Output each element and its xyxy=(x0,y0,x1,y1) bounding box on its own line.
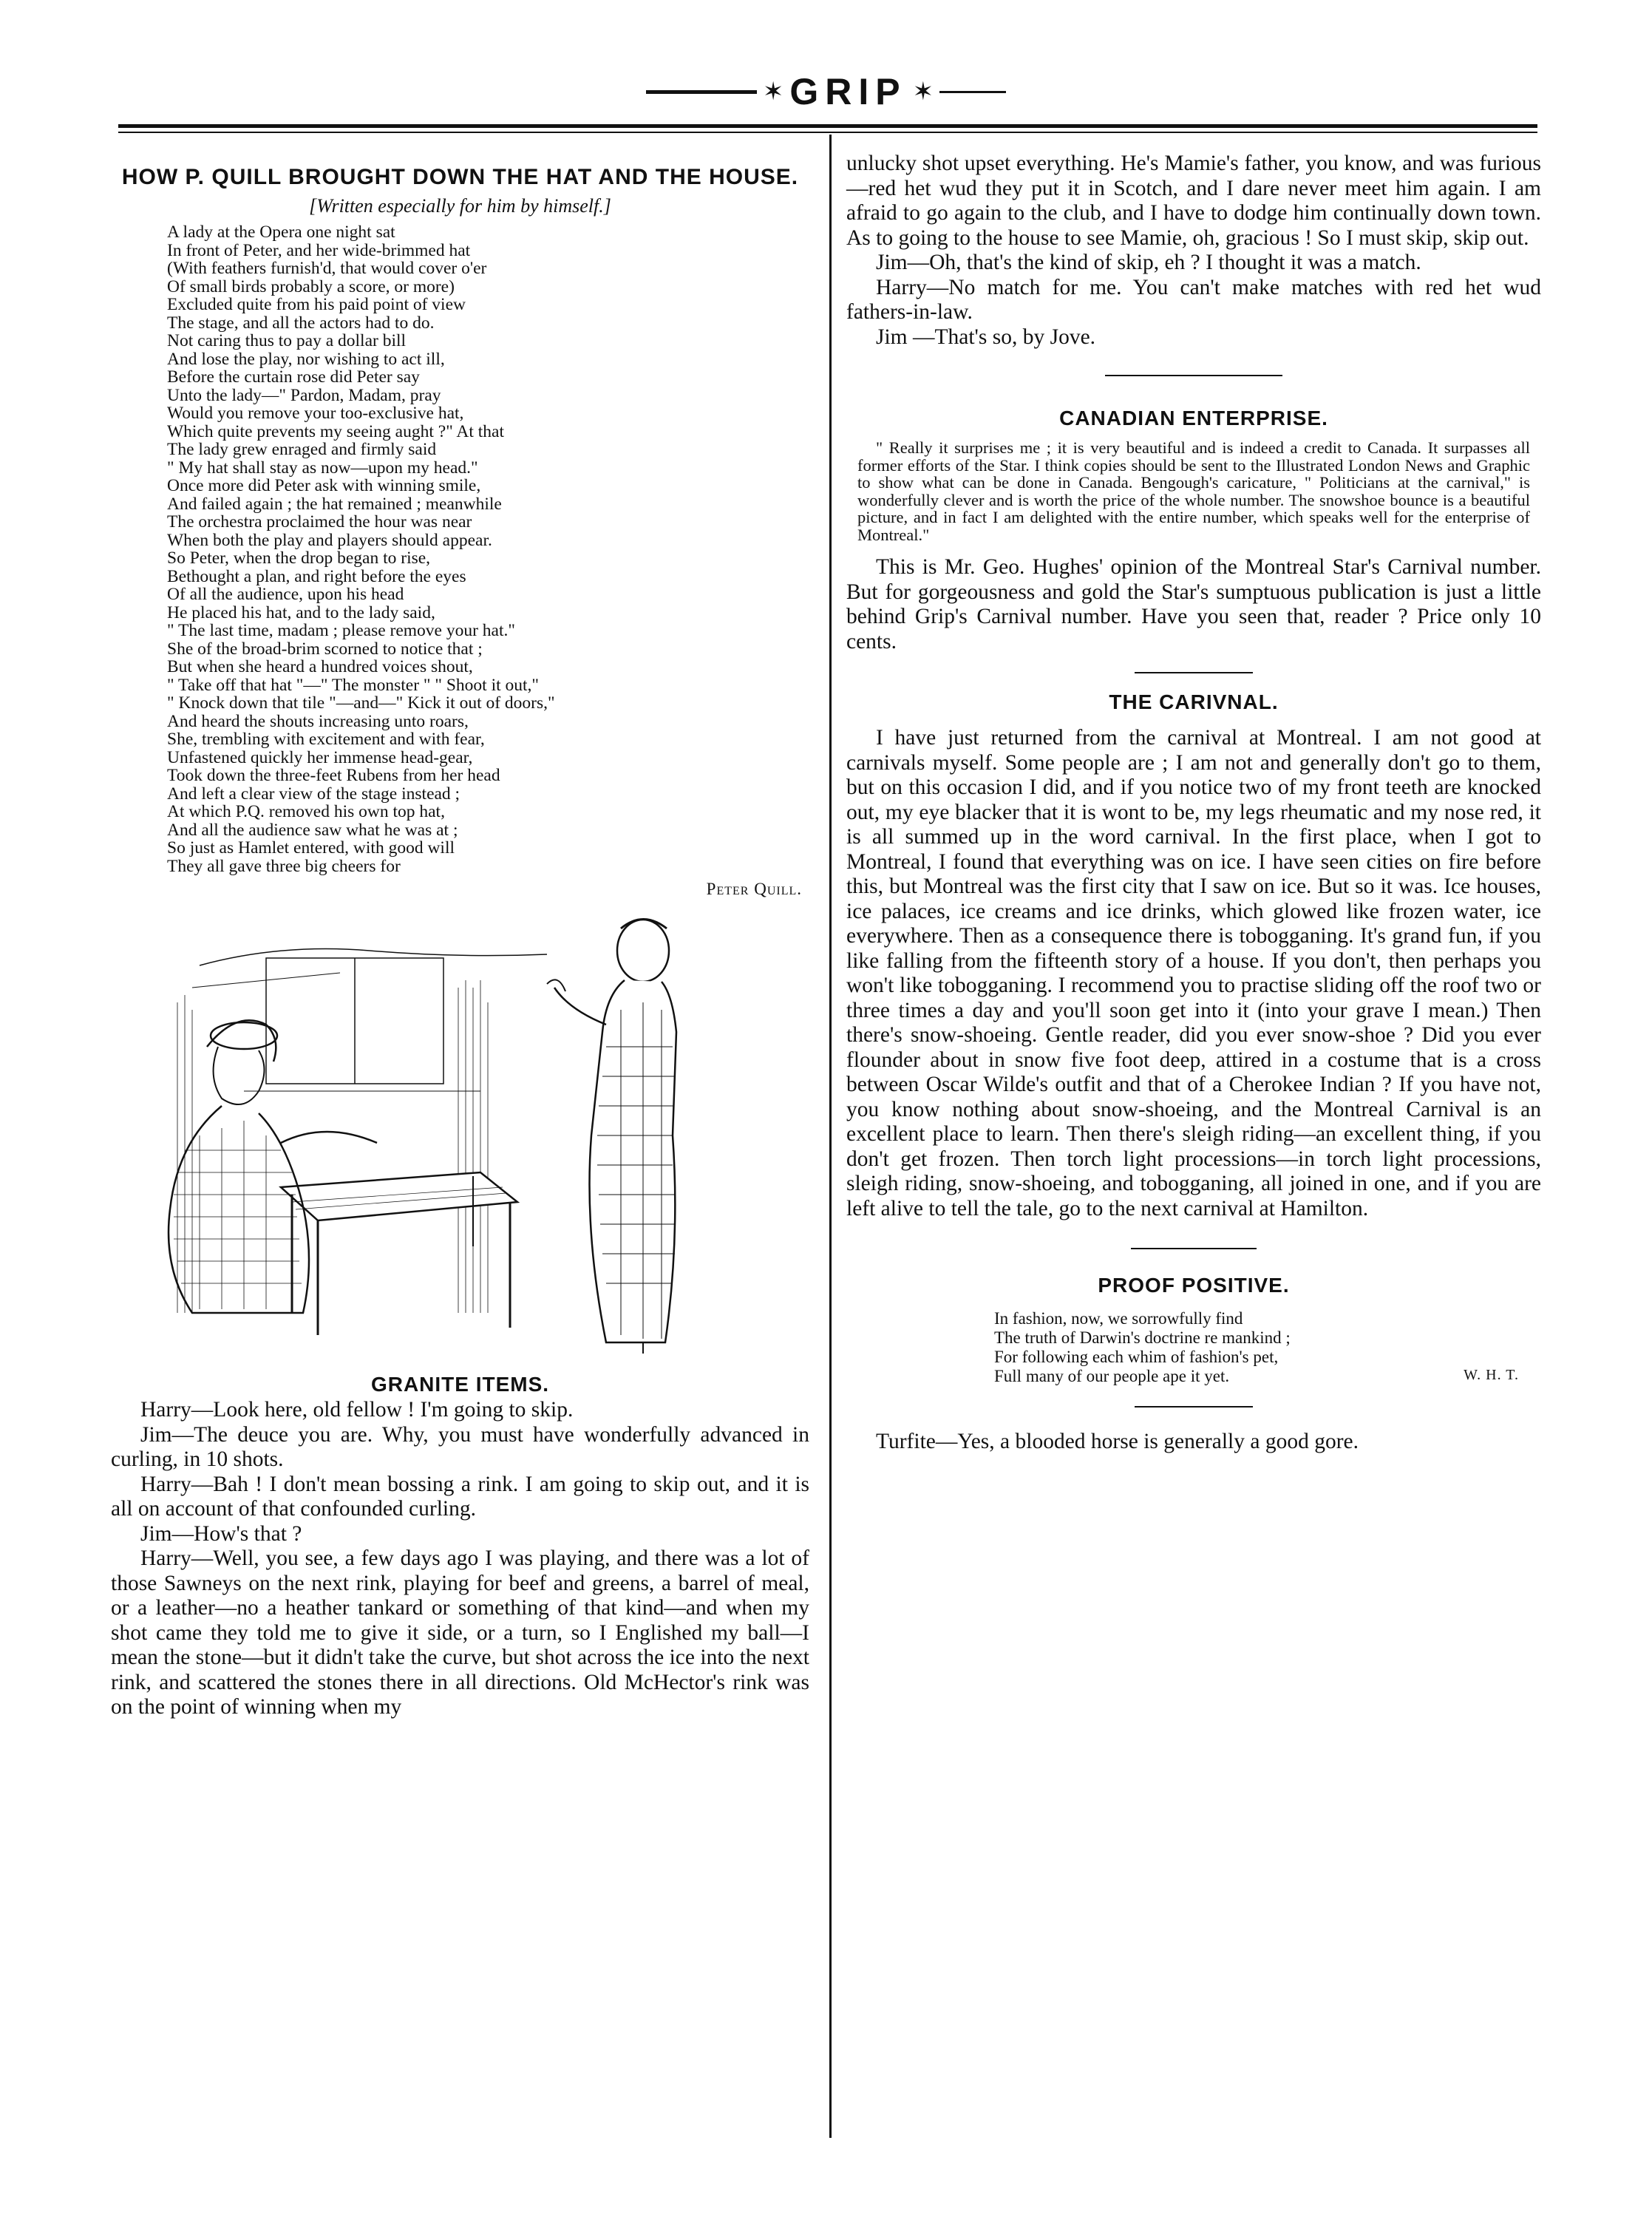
article-heading: GRANITE ITEMS. xyxy=(370,1373,550,1396)
poem-line: Not caring thus to pay a dollar bill xyxy=(167,331,407,350)
poem-signature: W. H. T. xyxy=(1464,1367,1519,1383)
poem-line: Full many of our people ape it yet. xyxy=(994,1367,1230,1385)
poem-line: They all gave three big cheers for xyxy=(167,856,401,876)
right-column xyxy=(846,152,1541,1455)
poem-line: " Take off that hat "—" The monster " " Shoot it out," xyxy=(167,675,540,695)
article-heading: CANADIAN ENTERPRISE. xyxy=(1059,407,1328,429)
section-divider xyxy=(1105,375,1282,376)
left-column xyxy=(111,152,809,1720)
poem-line: " Knock down that tile "—and—" Kick it out of doors," xyxy=(167,693,555,713)
article-heading: HOW P. QUILL BROUGHT DOWN THE HAT AND THE HOUSE. xyxy=(121,165,799,189)
column-divider xyxy=(829,135,832,2138)
poem-line: Excluded quite from his paid point of view xyxy=(167,295,466,314)
article-paragraph: Jim—The deuce you are. Why, you must have wonderfully advanced in curling, in 10 shots. xyxy=(111,1422,809,1471)
poem-line: In fashion, now, we sorrowfully find xyxy=(994,1309,1243,1328)
section-divider xyxy=(1135,1406,1253,1407)
poem-line: The lady grew enraged and firmly said xyxy=(167,440,437,459)
article-body xyxy=(111,1398,809,1720)
poem-line: But when she heard a hundred voices shout, xyxy=(167,657,473,676)
poem-line: In front of Peter, and her wide-brimmed hat xyxy=(167,240,471,260)
poem-line: " My hat shall stay as now—upon my head." xyxy=(167,458,478,478)
article-paragraph: Turfite—Yes, a blooded horse is generally a good gore. xyxy=(876,1430,1359,1453)
section-divider xyxy=(1135,672,1253,673)
article-paragraph: Harry—Look here, old fellow ! I'm going to skip. xyxy=(140,1398,574,1422)
poem-line: She of the broad-brim scorned to notice that ; xyxy=(167,639,483,659)
article-paragraph: Jim —That's so, by Jove. xyxy=(876,325,1096,349)
illustration-drawing xyxy=(133,899,769,1357)
poem-line: Of small birds probably a score, or more) xyxy=(167,276,455,296)
poem-line: Once more did Peter ask with winning smile, xyxy=(167,476,481,495)
article-subheading: [Written especially for him by himself.] xyxy=(309,195,611,217)
poem-line: He placed his hat, and to the lady said, xyxy=(167,602,435,622)
article-paragraph: I have just returned from the carnival at Montreal. I am not good at carnivals myself. Some people are ; I am not and generally don't go to them, but on this occasion I did, and if you notice two of my front teeth are knocked out, my eye blacker that it is wont to be, my legs rheumatic and my nose red, it is all summed up in the word carnival. In the first place, when I got to Montreal, I found that everything was on ice. I have seen cities on fire before this, but Montreal was the first city that I saw on ice. But so it was. Ice houses, ice palaces, ice creams and ice drinks, which glowed like frozen water, ice everywhere. Then as a consequence there is tobogganing. It's grand fun, if you like falling from the fifteenth story of a house. If you don't, then perhaps you won't like tobogganing. I recommend you to practise sliding off the roof two or three times a day and you'll soon get into it (into your grave I mean.) Then there's snow-shoeing. Gentle reader, did you ever snow-shoe ? Did you ever flounder about in snow five foot deep, attired in a costume that is a cross between Oscar Wilde's outfit and that of a Cherokee Indian ? If you have not, you know nothing about snow-shoeing, and the Montreal Carnival is an excellent place to learn. Then there's sleigh riding—an excellent thing, if you don't get frozen. Then torch light processions—in torch light processions, sleigh riding, snow-shoeing, and tobogganing, all joined in one, and if you are left alive to tell the tale, go to the next carnival at Hamilton. xyxy=(846,726,1541,1220)
article-paragraph: Harry—No match for me. You can't make matches with red het wud fathers-in-law. xyxy=(846,275,1541,324)
masthead xyxy=(0,70,1652,113)
poem-line: Would you remove your too-exclusive hat, xyxy=(167,404,464,423)
poem-line: " The last time, madam ; please remove your hat." xyxy=(167,621,515,640)
poem-line: Took down the three-feet Rubens from her head xyxy=(167,766,500,785)
poem-line: A lady at the Opera one night sat xyxy=(167,223,395,242)
poem xyxy=(111,223,809,875)
article-paragraph: Jim—How's that ? xyxy=(140,1521,302,1546)
illustration xyxy=(133,899,769,1357)
article-paragraph: unlucky shot upset everything. He's Mamie's father, you know, and was furious—red het wud they put it in Scotch, and I dare never meet him again. I am afraid to go again to the club, and I have to dodge him continually down town. As to going to the house to see Mamie, oh, gracious ! So I must skip, skip out. xyxy=(846,152,1541,250)
poem-line: She, trembling with excitement and with fear, xyxy=(167,730,485,749)
quote-block: " Really it surprises me ; it is very beautiful and is indeed a credit to Canada. It surpasses all former efforts of the Star. I think copies should be sent to the Illustrated London News and Graphic to show what can be done in Canada. Bengough's caricature, " Politicians at the carnival," is wonderfully clever and is worth the price of the whole number. The snowshoe bounce is a beautiful picture, and in fact I am delighted with the entire number, which speaks well for the enterprise of Montreal." xyxy=(857,438,1530,544)
masthead-rule-right xyxy=(939,91,1006,93)
poem-line: So just as Hamlet entered, with good will xyxy=(167,838,455,858)
poem-line: The truth of Darwin's doctrine re mankind ; xyxy=(994,1328,1291,1347)
article-paragraph: Jim—Oh, that's the kind of skip, eh ? I thought it was a match. xyxy=(876,251,1421,274)
poem-line: The orchestra proclaimed the hour was near xyxy=(167,512,472,532)
poem-line: The stage, and all the actors had to do. xyxy=(167,313,435,333)
article-paragraph: Harry—Bah ! I don't mean bossing a rink. I am going to skip out, and it is all on account of that confounded curling. xyxy=(111,1472,809,1521)
article-paragraph: Harry—Well, you see, a few days ago I was playing, and there was a lot of those Sawneys on the next rink, playing for beef and greens, a barrel of meal, or a leather—no a heather tankard or something of that kind—and when my shot came they told me to give it side, or a turn, so I Englished my ball—I mean the stone—but it didn't take the curve, but shot across the ice into the next rink, and scattered the stones there in all directions. Old McHector's rink was on the point of winning when my xyxy=(111,1546,809,1719)
poem-line: Which quite prevents my seeing aught ?" At that xyxy=(167,421,504,441)
header-rule-thin xyxy=(118,132,1537,133)
poem-line: At which P.Q. removed his own top hat, xyxy=(167,802,445,821)
star-ornament-icon: ✶ xyxy=(912,78,934,106)
section-divider xyxy=(1131,1248,1257,1249)
poem-line: Unto the lady—" Pardon, Madam, pray xyxy=(167,385,441,405)
poem-line: Of all the audience, upon his head xyxy=(167,585,404,604)
poem-line: So Peter, when the drop began to rise, xyxy=(167,549,431,568)
article-heading: PROOF POSITIVE. xyxy=(1098,1274,1290,1297)
poem-line: (With feathers furnish'd, that would cover o'er xyxy=(167,259,487,278)
poem-line: And failed again ; the hat remained ; meanwhile xyxy=(167,494,502,514)
poem-line: And left a clear view of the stage instead ; xyxy=(167,784,460,804)
poem-line: And heard the shouts increasing unto roars, xyxy=(167,711,469,731)
poem-line: Bethought a plan, and right before the eyes xyxy=(167,566,466,586)
poem-line: For following each whim of fashion's pet, xyxy=(994,1348,1279,1366)
article-body-continued xyxy=(846,152,1541,350)
poem-line: Before the curtain rose did Peter say xyxy=(167,367,420,387)
star-ornament-icon: ✶ xyxy=(762,78,784,106)
poem-signature: Peter Quill. xyxy=(706,880,802,898)
masthead-rule-left xyxy=(646,90,757,94)
poem-line: And lose the play, nor wishing to act ill, xyxy=(167,349,445,369)
article-heading: THE CARIVNAL. xyxy=(1109,690,1279,713)
poem-line: Unfastened quickly her immense head-gear, xyxy=(167,747,473,767)
poem-line: And all the audience saw what he was at ; xyxy=(167,820,458,840)
poem-line: When both the play and players should appear. xyxy=(167,530,492,550)
masthead-title: GRIP xyxy=(789,71,907,112)
header-rule xyxy=(118,124,1537,128)
article-paragraph: This is Mr. Geo. Hughes' opinion of the Montreal Star's Carnival number. But for gorgeousness and gold the Star's sumptuous publication is just a little behind Grip's Carnival number. Have you seen that, reader ? Price only 10 cents. xyxy=(846,555,1541,653)
